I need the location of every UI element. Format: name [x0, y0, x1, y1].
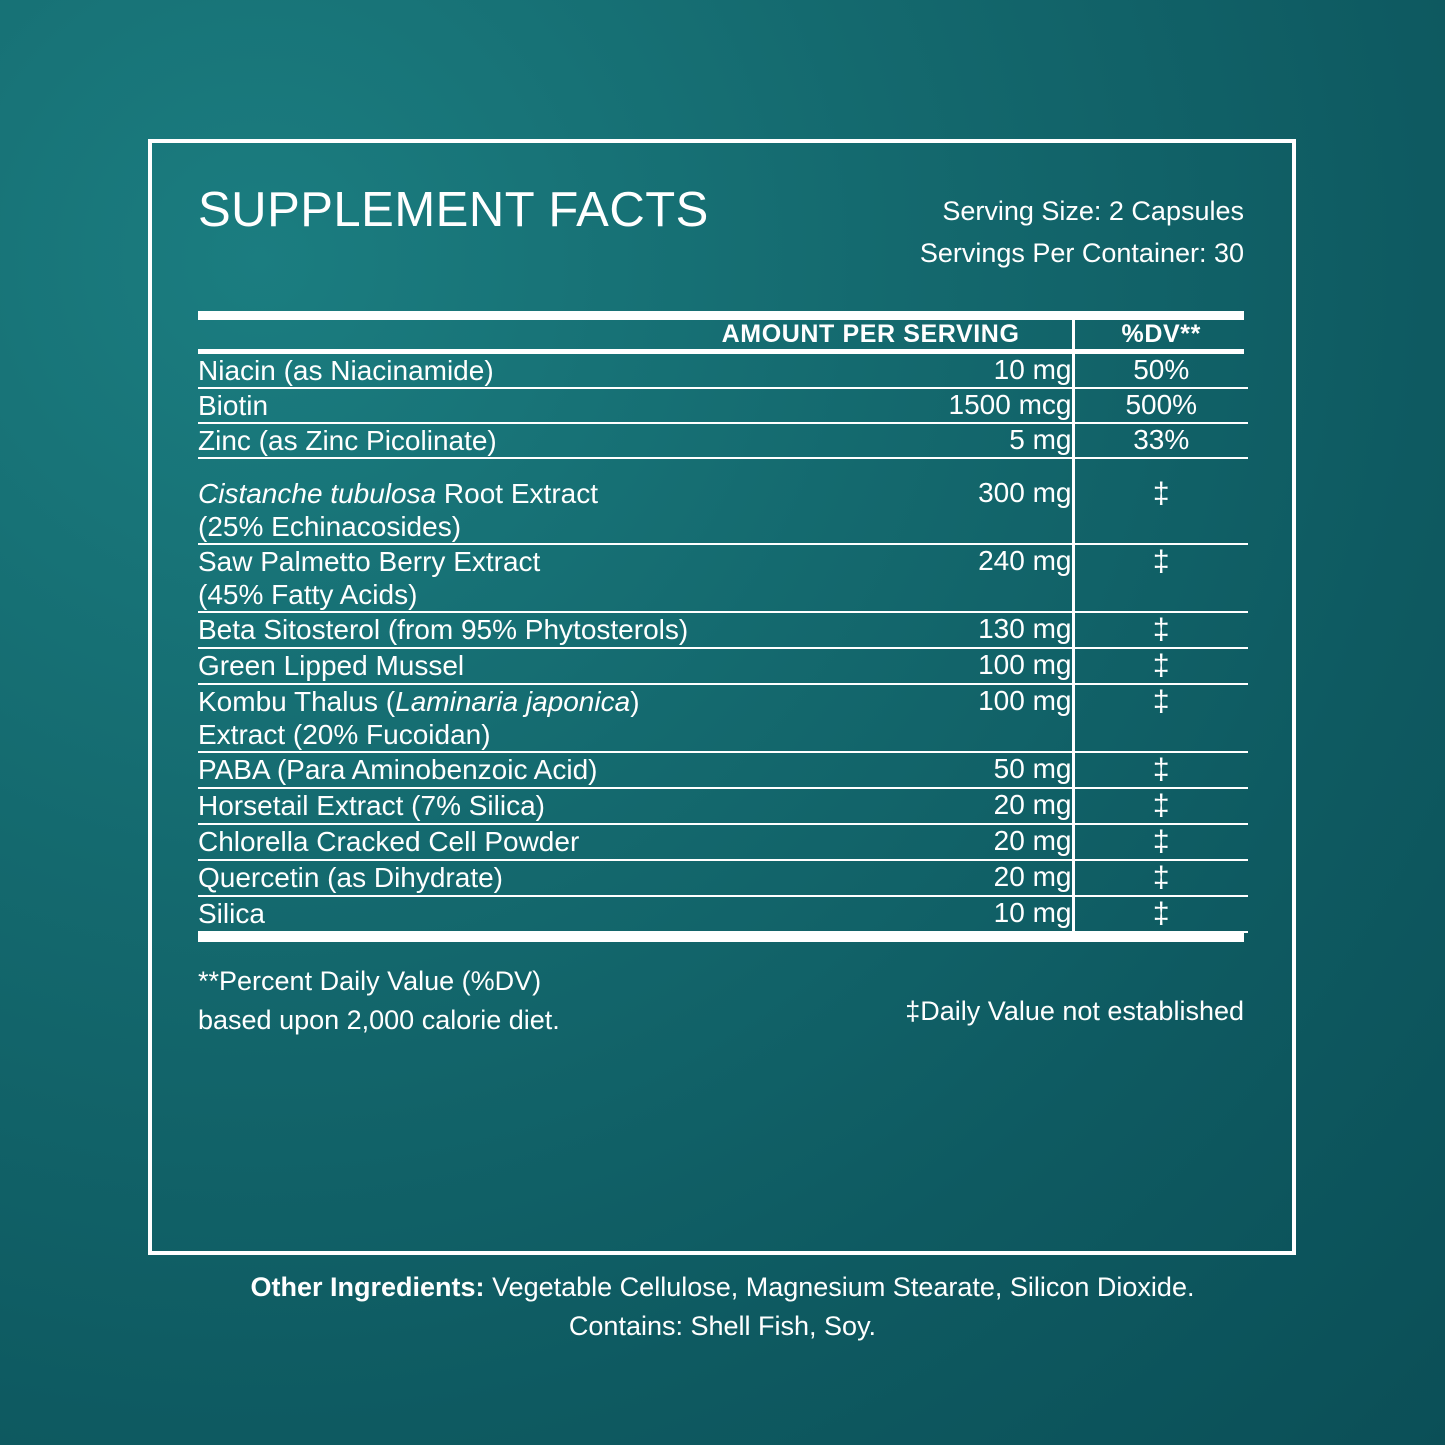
contains-line: Contains: Shell Fish, Soy. — [568, 1311, 877, 1342]
row-name-tail: ) — [630, 685, 640, 717]
table-row — [198, 752, 1248, 788]
other-ingredients-label: Other Ingredients: — [250, 1272, 485, 1302]
row-amount: 100 mg — [703, 684, 1073, 752]
row-name: Zinc (as Zinc Picolinate) — [198, 423, 703, 458]
row-name-rest: Root Extract — [436, 477, 598, 509]
supplement-facts-panel — [148, 139, 1296, 1255]
row-dv: ‡ — [1073, 860, 1248, 896]
panel-header — [198, 177, 1244, 275]
nutrition-table — [198, 320, 1248, 349]
footnote-line-1: **Percent Daily Value (%DV) — [198, 965, 542, 996]
table-row — [198, 860, 1248, 896]
row-dv: ‡ — [1073, 788, 1248, 824]
table-row — [198, 824, 1248, 860]
other-ingredients-line — [0, 1268, 1445, 1307]
other-ingredients-list: Vegetable Cellulose, Magnesium Stearate, Silicon Dioxide. — [484, 1272, 1195, 1302]
row-amount: 50 mg — [703, 752, 1073, 788]
row-dv: ‡ — [1073, 824, 1248, 860]
row-amount: 10 mg — [703, 354, 1073, 388]
row-dv: ‡ — [1073, 896, 1248, 932]
footnote-line-2: based upon 2,000 calorie diet. — [198, 1005, 560, 1036]
row-name-italic: Cistanche tubulosa — [198, 477, 437, 509]
row-name: Chlorella Cracked Cell Powder — [198, 824, 703, 860]
table-row — [198, 612, 1248, 648]
row-amount: 10 mg — [703, 896, 1073, 932]
column-header-amount: AMOUNT PER SERVING — [721, 319, 1020, 348]
footnote-dagger: ‡Daily Value not established — [905, 995, 1244, 1026]
row-dv: 500% — [1073, 388, 1248, 423]
servings-per-container: Servings Per Container: 30 — [919, 237, 1244, 268]
row-dv: ‡ — [1073, 752, 1248, 788]
column-header-dv: %DV** — [1073, 320, 1248, 349]
row-name: Quercetin (as Dihydrate) — [198, 860, 703, 896]
row-name: Green Lipped Mussel — [198, 648, 703, 684]
row-amount: 1500 mcg — [703, 388, 1073, 423]
section-gap — [198, 458, 1248, 477]
row-name-italic: Laminaria japonica — [395, 685, 631, 717]
row-amount: 130 mg — [703, 612, 1073, 648]
row-name-sub: Extract (20% Fucoidan) — [198, 718, 491, 750]
row-name — [198, 684, 703, 752]
row-dv: ‡ — [1073, 544, 1248, 612]
row-name-sub: (25% Echinacosides) — [198, 510, 462, 542]
row-amount: 20 mg — [703, 860, 1073, 896]
row-name: Horsetail Extract (7% Silica) — [198, 788, 703, 824]
table-row — [198, 684, 1248, 752]
row-name-main: Saw Palmetto Berry Extract — [198, 545, 541, 577]
column-header-blank — [198, 320, 703, 349]
row-amount: 100 mg — [703, 648, 1073, 684]
table-row — [198, 648, 1248, 684]
top-divider — [198, 311, 1244, 320]
table-row — [198, 788, 1248, 824]
table-row — [198, 896, 1248, 932]
serving-info — [920, 185, 1244, 275]
row-name: Niacin (as Niacinamide) — [198, 354, 703, 388]
row-amount: 300 mg — [703, 477, 1073, 544]
row-name-main: Kombu Thalus ( — [198, 685, 396, 717]
footnote-daily-value — [198, 962, 560, 1040]
row-name: Silica — [198, 896, 703, 932]
row-amount: 20 mg — [703, 788, 1073, 824]
table-row — [198, 477, 1248, 544]
row-dv: 33% — [1073, 423, 1248, 458]
row-amount: 20 mg — [703, 824, 1073, 860]
page-title: SUPPLEMENT FACTS — [198, 183, 709, 237]
row-dv: ‡ — [1073, 612, 1248, 648]
row-name — [198, 544, 703, 612]
serving-size: Serving Size: 2 Capsules — [942, 196, 1244, 226]
row-amount: 240 mg — [703, 544, 1073, 612]
footnotes — [198, 942, 1244, 1040]
bottom-divider — [198, 933, 1244, 942]
nutrition-rows — [198, 354, 1248, 933]
row-dv: 50% — [1073, 354, 1248, 388]
table-row — [198, 544, 1248, 612]
row-amount: 5 mg — [703, 423, 1073, 458]
table-header-row — [198, 320, 1248, 349]
table-row — [198, 388, 1248, 423]
table-row — [198, 423, 1248, 458]
row-dv: ‡ — [1073, 684, 1248, 752]
row-name — [198, 477, 703, 544]
row-dv: ‡ — [1073, 477, 1248, 544]
row-name: PABA (Para Aminobenzoic Acid) — [198, 752, 703, 788]
row-name: Beta Sitosterol (from 95% Phytosterols) — [198, 612, 703, 648]
row-name: Biotin — [198, 388, 703, 423]
table-row — [198, 354, 1248, 388]
row-name-sub: (45% Fatty Acids) — [198, 578, 418, 610]
other-ingredients — [0, 1268, 1445, 1346]
row-dv: ‡ — [1073, 648, 1248, 684]
